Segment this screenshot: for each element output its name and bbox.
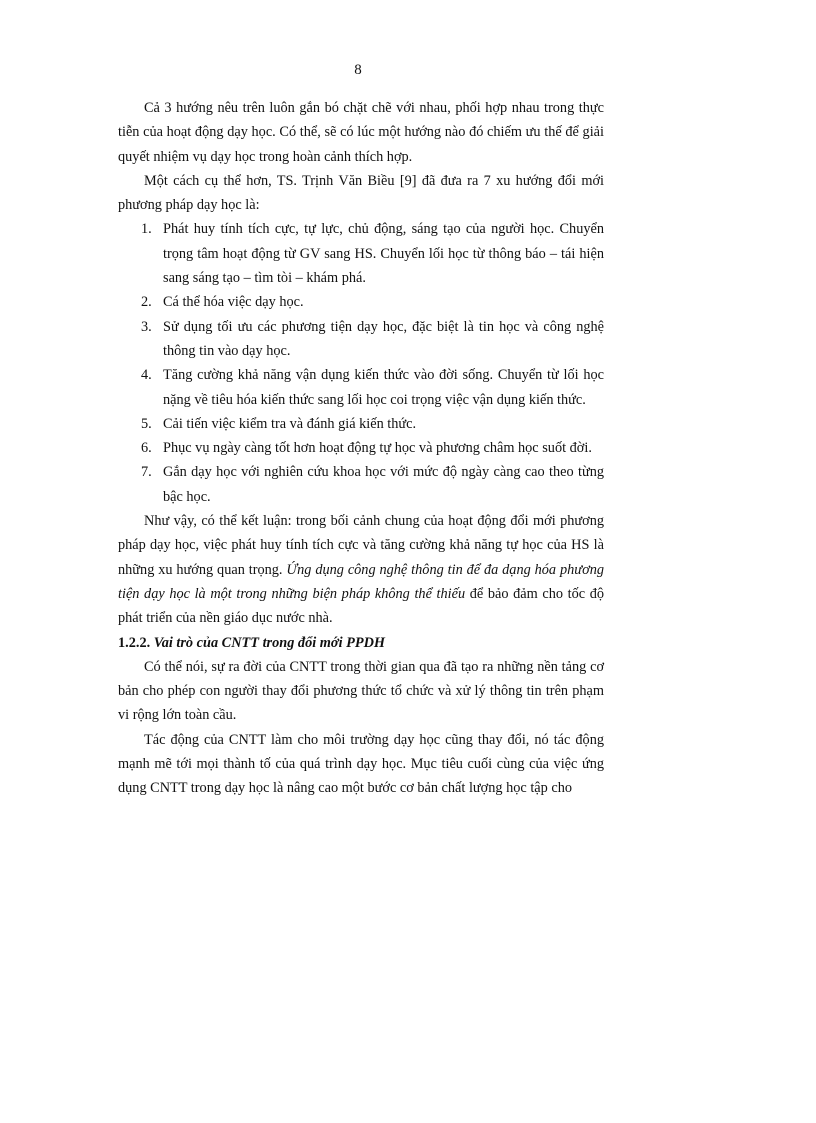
- paragraph-3-text-start: Như vậy, có thể kết luận: trong bối cảnh chung của hoạt động đổi mới phương pháp dạy học, việc phát huy tính tích cực và tăng cường khả năng tự học của HS là những xu hướng quan trọng.: [118, 513, 604, 578]
- list-item-number: 4.: [141, 367, 152, 384]
- paragraph-1: Cả 3 hướng nêu trên luôn gắn bó chặt chẽ với nhau, phối hợp nhau trong thực tiễn của hoạt động dạy học. Có thể, sẽ có lúc một hướng nào đó chiếm ưu thế để giải quyết nhiệm vụ dạy học trong hoàn cảnh thích hợp.: [118, 100, 604, 165]
- list-item: [141, 363, 604, 412]
- section-heading: [118, 631, 604, 655]
- list-item: [141, 315, 604, 364]
- paragraph-2: Một cách cụ thể hơn, TS. Trịnh Văn Biều [9] đã đưa ra 7 xu hướng đổi mới phương pháp dạy học là:: [118, 172, 604, 214]
- list-item-text: Cá thể hóa việc dạy học.: [163, 294, 304, 311]
- paragraph-4: Có thể nói, sự ra đời của CNTT trong thời gian qua đã tạo ra những nền tảng cơ bản cho phép con người thay đổi phương thức tổ chức và xử lý thông tin trên phạm vi rộng lớn toàn cầu.: [118, 658, 604, 724]
- paragraph-5: Tác động của CNTT làm cho môi trường dạy học cũng thay đổi, nó tác động mạnh mẽ tới mọi thành tố của quá trình dạy học. Mục tiêu cuối cùng của việc ứng dụng CNTT trong dạy học là nâng cao một bước cơ bản chất lượng học tập cho: [118, 731, 604, 797]
- list-item-number: 7.: [141, 464, 152, 481]
- paragraph-3: [118, 509, 604, 630]
- section-title: Vai trò của CNTT trong đổi mới PPDH: [153, 634, 386, 651]
- paragraph-3-emphasis: Ứng dụng công nghệ thông tin để đa dạng hóa phương tiện dạy học là một trong những biện pháp không thể thiếu: [118, 561, 604, 602]
- list-item-number: 5.: [141, 415, 152, 432]
- page-number: 8: [354, 62, 362, 78]
- list-item: [141, 436, 604, 460]
- list-item-number: 2.: [141, 294, 152, 311]
- list-item-number: 6.: [141, 440, 152, 457]
- list-item: [141, 460, 604, 509]
- list-item-text: Sử dụng tối ưu các phương tiện dạy học, đặc biệt là tin học và công nghệ thông tin vào dạy học.: [163, 318, 604, 359]
- paragraph-3-text-end: để bảo đảm cho tốc độ phát triển của nền giáo dục nước nhà.: [118, 585, 604, 627]
- list-item: [141, 217, 604, 290]
- list-item-number: 3.: [141, 318, 152, 335]
- list-item-text: Tăng cường khả năng vận dụng kiến thức vào đời sống. Chuyển từ lối học nặng về tiêu hóa kiến thức sang lối học coi trọng việc vận dụng kiến thức.: [163, 367, 604, 408]
- document-body: [118, 96, 604, 801]
- list-item-text: Gắn dạy học với nghiên cứu khoa học với mức độ ngày càng cao theo từng bậc học.: [163, 464, 604, 505]
- list-item-text: Phát huy tính tích cực, tự lực, chủ động, sáng tạo của người học. Chuyển trọng tâm hoạt động từ GV sang HS. Chuyển lối học từ thông báo – tái hiện sang sáng tạo – tìm tòi – khám phá.: [163, 221, 604, 287]
- list-item-number: 1.: [141, 221, 152, 238]
- section-number: 1.2.2.: [118, 634, 151, 651]
- list-item-text: Phục vụ ngày càng tốt hơn hoạt động tự học và phương châm học suốt đời.: [163, 440, 592, 457]
- list-item: [141, 412, 604, 436]
- list-item-text: Cải tiến việc kiểm tra và đánh giá kiến thức.: [163, 415, 417, 432]
- list-item: [141, 290, 604, 314]
- trend-list: [118, 217, 604, 509]
